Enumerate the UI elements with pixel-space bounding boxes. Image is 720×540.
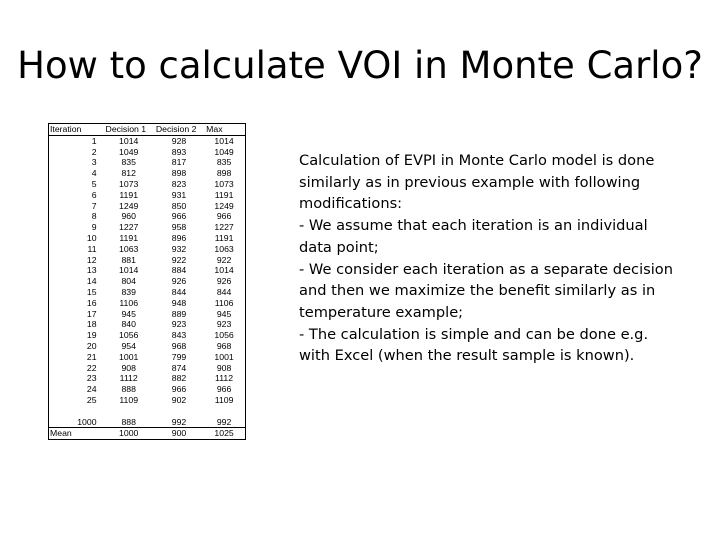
cell-max: 1073 xyxy=(214,178,234,189)
cell-iteration: 3 xyxy=(91,157,97,168)
cell-decision-1: 1014 xyxy=(119,135,139,146)
cell-iteration: 7 xyxy=(91,200,97,211)
table-row xyxy=(49,265,246,276)
cell-decision-1: 1249 xyxy=(119,200,139,211)
cell-iteration: 24 xyxy=(86,384,97,395)
cell-decision-2: 898 xyxy=(171,168,187,179)
cell-decision-1: 839 xyxy=(121,286,136,297)
cell-max: 923 xyxy=(216,319,232,330)
cell-max: 1014 xyxy=(214,265,234,276)
table-row-last xyxy=(49,417,246,428)
cell-decision-2: 958 xyxy=(171,222,187,233)
cell-decision-2: 928 xyxy=(171,135,187,146)
table-row xyxy=(49,147,246,158)
cell-max: 926 xyxy=(216,276,232,287)
cell-iteration: 2 xyxy=(91,146,97,157)
cell-max: 1227 xyxy=(214,222,234,233)
cell-decision-2: 966 xyxy=(171,211,187,222)
cell-max: 966 xyxy=(216,211,232,222)
cell-max: 1106 xyxy=(214,297,234,308)
table-row xyxy=(49,255,246,266)
body-line: temperature example; xyxy=(299,303,464,321)
table-row xyxy=(49,179,246,190)
cell-iteration: 13 xyxy=(86,265,97,276)
cell-max: 1063 xyxy=(214,243,234,254)
table-row xyxy=(49,373,246,384)
cell-decision-2: 966 xyxy=(171,384,187,395)
slide-title: How to calculate VOI in Monte Carlo? xyxy=(17,44,703,87)
cell-decision-2: 948 xyxy=(171,297,187,308)
table-row xyxy=(49,276,246,287)
table-row xyxy=(49,157,246,168)
body-line: Calculation of EVPI in Monte Carlo model is done xyxy=(299,152,655,169)
cell-iteration: 12 xyxy=(86,254,97,265)
cell-iteration: 4 xyxy=(91,168,97,179)
cell-iteration: 19 xyxy=(86,330,97,341)
cell-decision-1: 888 xyxy=(121,384,136,395)
table-row xyxy=(49,395,246,406)
cell-iteration: 1000 xyxy=(77,416,97,427)
cell-decision-2: 889 xyxy=(171,308,187,319)
cell-decision-1: 908 xyxy=(121,362,136,373)
cell-iteration: 25 xyxy=(86,394,97,405)
cell-decision-2: 922 xyxy=(171,254,187,265)
header-decision-1: Decision 1 xyxy=(105,124,155,136)
table-row xyxy=(49,298,246,309)
cell-decision-2: 902 xyxy=(171,394,187,405)
table-row xyxy=(49,319,246,330)
body-line: similarly as in previous example with following xyxy=(299,173,641,191)
cell-max: 968 xyxy=(216,340,232,351)
cell-iteration: 5 xyxy=(91,178,97,189)
cell-iteration: 16 xyxy=(86,297,97,308)
cell-decision-1: 1001 xyxy=(119,351,139,362)
table-row xyxy=(49,168,246,179)
cell-decision-1: 1049 xyxy=(119,146,139,157)
cell-decision-2: 844 xyxy=(171,286,187,297)
cell-iteration: 10 xyxy=(86,232,97,243)
body-line: and then we maximize the benefit similarly as in xyxy=(299,282,656,300)
cell-iteration: 21 xyxy=(86,351,97,362)
cell-decision-2: 882 xyxy=(171,373,187,384)
cell-decision-1: 888 xyxy=(121,416,136,427)
table-row xyxy=(49,384,246,395)
table-row xyxy=(49,330,246,341)
cell-decision-2: 992 xyxy=(171,416,187,427)
cell-max: 1025 xyxy=(205,428,245,440)
cell-decision-2: 843 xyxy=(171,330,187,341)
cell-iteration: 11 xyxy=(87,243,97,254)
cell-iteration: 14 xyxy=(86,276,97,287)
cell-decision-1: 835 xyxy=(121,157,136,168)
cell-iteration: 23 xyxy=(86,373,97,384)
cell-decision-1: 881 xyxy=(121,254,136,265)
body-line: data point; xyxy=(299,238,379,256)
table-row xyxy=(49,363,246,374)
table-row xyxy=(49,233,246,244)
cell-decision-1: 804 xyxy=(121,276,136,287)
table-row xyxy=(49,352,246,363)
cell-decision-1: 954 xyxy=(121,340,136,351)
iteration-table xyxy=(48,123,246,440)
cell-max: 1191 xyxy=(214,232,234,243)
cell-max: 966 xyxy=(216,384,232,395)
cell-decision-2: 823 xyxy=(171,178,187,189)
gap-cell xyxy=(155,406,205,417)
cell-max: 898 xyxy=(216,168,232,179)
cell-decision-1: 1000 xyxy=(105,428,155,440)
cell-decision-1: 960 xyxy=(121,211,136,222)
table-row xyxy=(49,309,246,320)
cell-decision-2: 900 xyxy=(155,428,205,440)
cell-decision-1: 812 xyxy=(121,168,136,179)
gap-cell xyxy=(105,406,155,417)
cell-decision-1: 1112 xyxy=(119,373,138,384)
body-line: with Excel (when the result sample is known). xyxy=(299,347,635,365)
body-line: - We assume that each iteration is an individual xyxy=(299,217,648,235)
gap-cell xyxy=(49,406,105,417)
body-line: - We consider each iteration as a separate decision xyxy=(299,260,673,278)
cell-iteration: 22 xyxy=(86,362,97,373)
cell-decision-1: 1106 xyxy=(119,297,139,308)
cell-decision-2: 896 xyxy=(171,232,187,243)
cell-max: 908 xyxy=(216,362,232,373)
table-row-mean xyxy=(49,428,246,440)
table-row xyxy=(49,287,246,298)
cell-decision-2: 850 xyxy=(171,200,187,211)
table-header-row xyxy=(49,124,246,136)
header-max: Max xyxy=(205,124,245,136)
cell-decision-1: 1109 xyxy=(119,394,139,405)
cell-decision-2: 926 xyxy=(171,276,187,287)
cell-max: 1056 xyxy=(214,330,234,341)
cell-max: 1249 xyxy=(214,200,234,211)
cell-decision-2: 874 xyxy=(171,362,187,373)
cell-iteration: 17 xyxy=(86,308,97,319)
cell-max: 1001 xyxy=(214,351,234,362)
cell-iteration: 20 xyxy=(86,340,97,351)
cell-iteration: 6 xyxy=(91,189,97,200)
cell-iteration: 9 xyxy=(91,222,97,233)
cell-max: 1014 xyxy=(214,135,234,146)
cell-decision-1: 1014 xyxy=(119,265,139,276)
table-row xyxy=(49,211,246,222)
cell-max: 835 xyxy=(216,157,232,168)
cell-iteration: 18 xyxy=(86,319,97,330)
cell-decision-2: 923 xyxy=(171,319,187,330)
cell-decision-2: 884 xyxy=(171,265,187,276)
table-body xyxy=(49,135,246,439)
cell-decision-1: 1063 xyxy=(119,243,139,254)
cell-decision-1: 945 xyxy=(121,308,136,319)
table-row xyxy=(49,135,246,146)
gap-cell xyxy=(205,406,245,417)
cell-decision-2: 817 xyxy=(171,157,187,168)
table-row xyxy=(49,222,246,233)
cell-decision-2: 968 xyxy=(171,340,187,351)
table-row xyxy=(49,244,246,255)
body-text xyxy=(299,150,709,367)
cell-max: 945 xyxy=(216,308,232,319)
cell-decision-2: 893 xyxy=(171,146,187,157)
cell-decision-1: 1073 xyxy=(119,178,139,189)
body-line: - The calculation is simple and can be done e.g. xyxy=(299,325,649,343)
cell-decision-1: 840 xyxy=(121,319,136,330)
cell-max: 844 xyxy=(216,286,232,297)
table-row xyxy=(49,201,246,212)
body-line: modifications: xyxy=(299,195,403,213)
cell-decision-1: 1191 xyxy=(119,189,139,200)
table-row xyxy=(49,341,246,352)
cell-iteration: 1 xyxy=(91,135,97,146)
cell-max: 1049 xyxy=(214,146,234,157)
cell-decision-1: 1191 xyxy=(119,232,139,243)
cell-max: 992 xyxy=(216,416,232,427)
cell-max: 1112 xyxy=(215,373,234,384)
cell-iteration: 8 xyxy=(91,211,97,222)
cell-max: 1191 xyxy=(214,189,234,200)
cell-decision-1: 1227 xyxy=(119,222,139,233)
cell-decision-2: 932 xyxy=(171,243,187,254)
cell-decision-1: 1056 xyxy=(119,330,139,341)
cell-max: 922 xyxy=(216,254,232,265)
table-gap-row xyxy=(49,406,246,417)
cell-iteration: 15 xyxy=(86,286,97,297)
cell-max: 1109 xyxy=(214,394,234,405)
header-iteration: Iteration xyxy=(49,124,105,136)
table-row xyxy=(49,190,246,201)
header-decision-2: Decision 2 xyxy=(155,124,205,136)
cell-decision-2: 931 xyxy=(171,189,187,200)
cell-decision-2: 799 xyxy=(171,351,187,362)
cell-iteration: Mean xyxy=(49,428,105,440)
